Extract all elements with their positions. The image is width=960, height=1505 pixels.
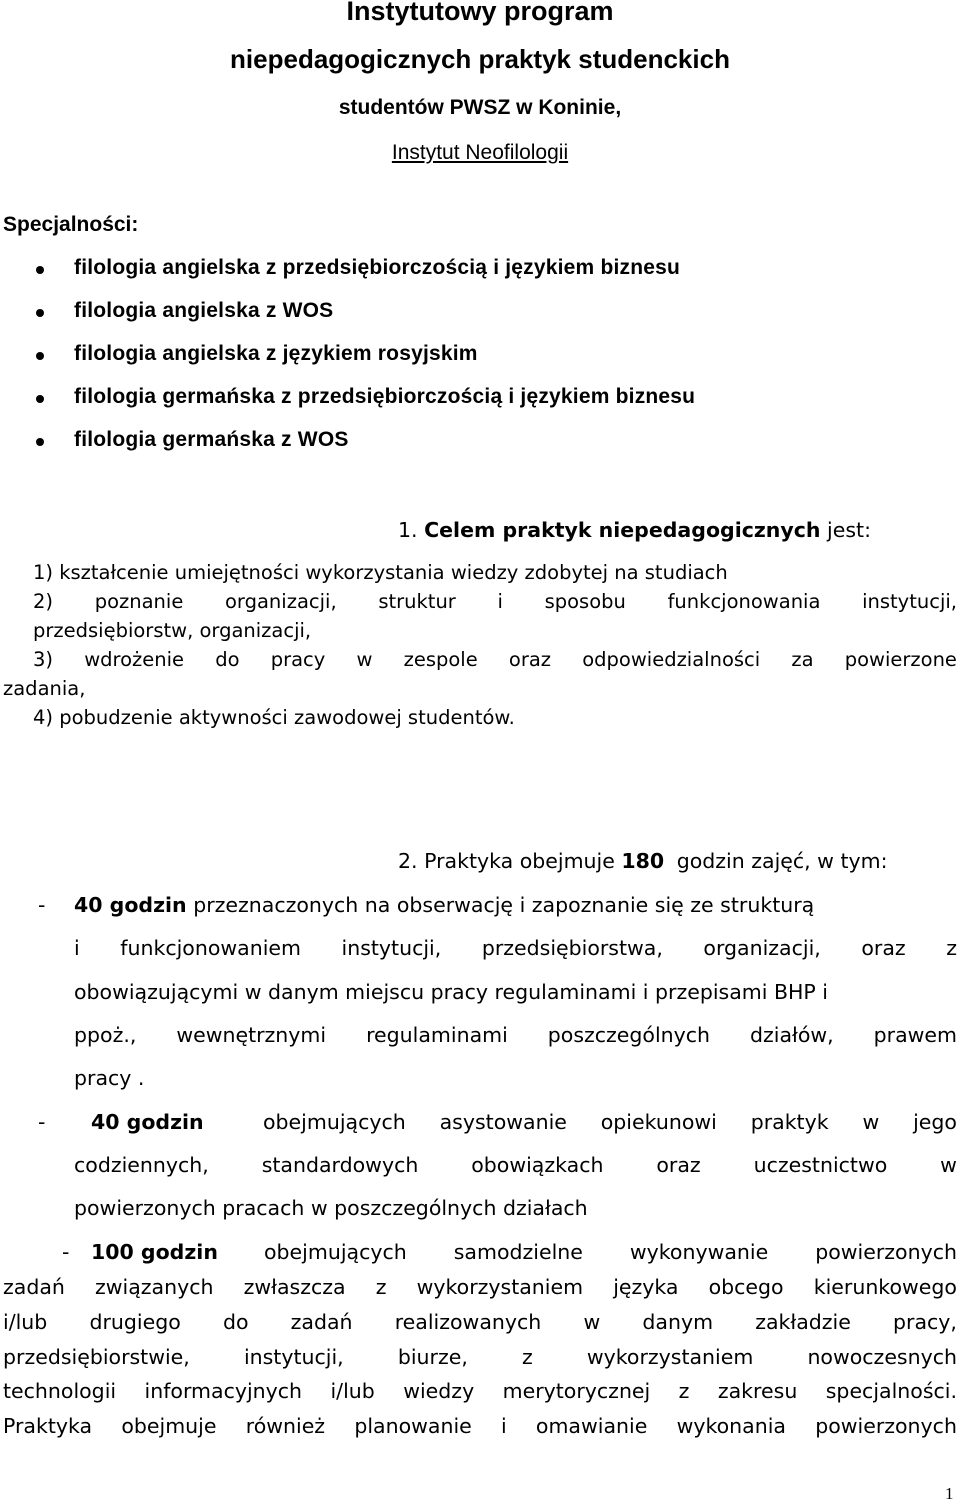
item-2-hours: 40 godzin [91, 1110, 204, 1134]
goal-2-line-2: przedsiębiorstw, organizacji, [33, 619, 312, 642]
item-2-line-2 [74, 1153, 957, 1177]
item-3-hours: 100 godzin [91, 1240, 218, 1264]
word: z [678, 1379, 690, 1403]
bullet-icon [36, 266, 44, 274]
item-2-line-1 [263, 1110, 957, 1134]
item-2-hours-box [91, 1110, 204, 1134]
bullet-icon [36, 309, 44, 317]
intro-text-rest: godzin zajęć, w tym: [676, 849, 888, 873]
word: Praktyka [3, 1414, 93, 1438]
word: obowiązkach [471, 1153, 604, 1177]
word: poznanie [94, 590, 184, 613]
list-item: filologia angielska z WOS [74, 299, 334, 322]
word: informacyjnych [144, 1379, 303, 1403]
bullet-icon [36, 438, 44, 446]
goal-3-line-1 [33, 648, 957, 671]
document-subtitle: niepedagogicznych praktyk studenckich [230, 44, 730, 74]
word: pracy, [893, 1310, 957, 1334]
word: sposobu [544, 590, 626, 613]
word: w [583, 1310, 601, 1334]
word: obcego [708, 1275, 784, 1299]
word: odpowiedzialności [582, 648, 761, 671]
word: języka [613, 1275, 679, 1299]
section-number: 2. [398, 849, 418, 873]
word: samodzielne [453, 1240, 583, 1264]
word: do [215, 648, 240, 671]
specializations-heading: Specjalności: [3, 213, 139, 236]
word: powierzonych [815, 1240, 957, 1264]
item-1-dash: - [38, 893, 46, 917]
word: zadań [290, 1310, 353, 1334]
word: struktur [378, 590, 456, 613]
section-1-heading [398, 518, 871, 542]
word: merytorycznej [502, 1379, 651, 1403]
word: i [74, 936, 80, 960]
goal-4: 4) pobudzenie aktywności zawodowej studentów. [33, 706, 515, 729]
list-item: filologia angielska z językiem rosyjskim [74, 342, 478, 365]
item-3-line-3 [3, 1310, 957, 1334]
item-1-text: przeznaczonych na obserwację i zapoznanie się ze strukturą [193, 893, 815, 917]
word: związanych [95, 1275, 214, 1299]
word: i/lub [3, 1310, 48, 1334]
word: planowanie [354, 1414, 472, 1438]
institute-name: Instytut Neofilologii [391, 141, 569, 164]
word: asystowanie [439, 1110, 567, 1134]
word: instytucji, [862, 590, 957, 613]
item-3-line-4 [3, 1345, 957, 1369]
word: i [497, 590, 503, 613]
section-heading-bold: Celem praktyk niepedagogicznych [424, 518, 821, 542]
section-heading-rest: jest: [827, 518, 871, 542]
word: i [500, 1414, 507, 1438]
document-title: Instytutowy program [346, 0, 614, 26]
word: nowoczesnych [807, 1345, 957, 1369]
item-3-line-6 [3, 1414, 957, 1438]
item-3-line-1 [264, 1240, 957, 1264]
word: oraz [656, 1153, 701, 1177]
word: wiedzy [403, 1379, 475, 1403]
item-2-dash: - [38, 1110, 46, 1134]
goal-3-line-2: zadania, [3, 677, 86, 700]
word: danym [642, 1310, 714, 1334]
word: wdrożenie [84, 648, 185, 671]
word: oraz [508, 648, 552, 671]
word: przedsiębiorstwa, [481, 936, 663, 960]
item-3-dash: - [62, 1240, 70, 1264]
item-3-line-5 [3, 1379, 957, 1403]
word: zakresu [717, 1379, 798, 1403]
item-1-line-5: pracy . [74, 1066, 145, 1090]
item-1-line-3: obowiązującymi w danym miejscu pracy regulaminami i przepisami BHP i [74, 980, 829, 1004]
word: instytucji, [243, 1345, 344, 1369]
word: w [862, 1110, 880, 1134]
page-number: 1 [945, 1484, 954, 1503]
intro-text: Praktyka obejmuje [424, 849, 615, 873]
word: zespole [403, 648, 478, 671]
word: funkcjonowania [667, 590, 821, 613]
intro-hours: 180 [621, 849, 665, 873]
word: z [521, 1345, 533, 1369]
word: regulaminami [366, 1023, 508, 1047]
word: opiekunowi [600, 1110, 717, 1134]
word: realizowanych [394, 1310, 542, 1334]
item-1-line-2 [74, 936, 957, 960]
word: w [940, 1153, 957, 1177]
word: oraz [861, 936, 906, 960]
item-2-line-3: powierzonych pracach w poszczególnych działach [74, 1196, 588, 1220]
word: jego [913, 1110, 957, 1134]
word: organizacji, [225, 590, 337, 613]
item-3-line-2 [3, 1275, 957, 1299]
goal-2-line-1 [33, 590, 957, 613]
word: do [222, 1310, 249, 1334]
word: obejmujących [264, 1240, 407, 1264]
word: biurze, [397, 1345, 468, 1369]
word: uczestnictwo [753, 1153, 888, 1177]
word: instytucji, [341, 936, 442, 960]
item-3-hours-box [91, 1240, 218, 1264]
word: działów, [750, 1023, 834, 1047]
list-item: filologia germańska z WOS [74, 428, 349, 451]
list-item: filologia germańska z przedsiębiorczością i językiem biznesu [74, 385, 696, 408]
list-item: filologia angielska z przedsiębiorczością i językiem biznesu [74, 256, 681, 279]
bullet-icon [36, 352, 44, 360]
word: poszczególnych [547, 1023, 711, 1047]
word: pracy [270, 648, 326, 671]
word: obejmujących [263, 1110, 406, 1134]
word: przedsiębiorstwie, [3, 1345, 190, 1369]
word: wykorzystaniem [586, 1345, 754, 1369]
word: ppoż., [74, 1023, 137, 1047]
word: zadań [3, 1275, 65, 1299]
word: organizacji, [703, 936, 821, 960]
word: z [946, 936, 957, 960]
word: zakładzie [755, 1310, 851, 1334]
section-number: 1. [398, 518, 418, 542]
word: wykonania [676, 1414, 786, 1438]
word: drugiego [89, 1310, 181, 1334]
word: prawem [873, 1023, 957, 1047]
word: w [356, 648, 373, 671]
word: z [375, 1275, 387, 1299]
item-1-line-4 [74, 1023, 957, 1047]
word: wewnętrznymi [176, 1023, 327, 1047]
item-1-hours: 40 godzin [74, 893, 187, 917]
word: również [245, 1414, 326, 1438]
word: specjalności. [825, 1379, 957, 1403]
word: kierunkowego [813, 1275, 957, 1299]
word: praktyk [750, 1110, 829, 1134]
word: funkcjonowaniem [120, 936, 301, 960]
word: 2) [33, 590, 54, 613]
word: omawianie [535, 1414, 648, 1438]
word: powierzone [844, 648, 957, 671]
item-1-line-1 [74, 893, 814, 917]
word: standardowych [261, 1153, 419, 1177]
section-2-heading [398, 849, 888, 873]
word: obejmuje [121, 1414, 217, 1438]
word: wykorzystaniem [416, 1275, 584, 1299]
word: zwłaszcza [243, 1275, 346, 1299]
word: technologii [3, 1379, 117, 1403]
word: i/lub [330, 1379, 375, 1403]
bullet-icon [36, 395, 44, 403]
word: codziennych, [74, 1153, 209, 1177]
document-subtitle-school: studentów PWSZ w Koninie, [338, 96, 622, 119]
word: 3) [33, 648, 54, 671]
word: wykonywanie [629, 1240, 769, 1264]
word: za [791, 648, 814, 671]
word: powierzonych [815, 1414, 957, 1438]
goal-1: 1) kształcenie umiejętności wykorzystania wiedzy zdobytej na studiach [33, 561, 728, 584]
